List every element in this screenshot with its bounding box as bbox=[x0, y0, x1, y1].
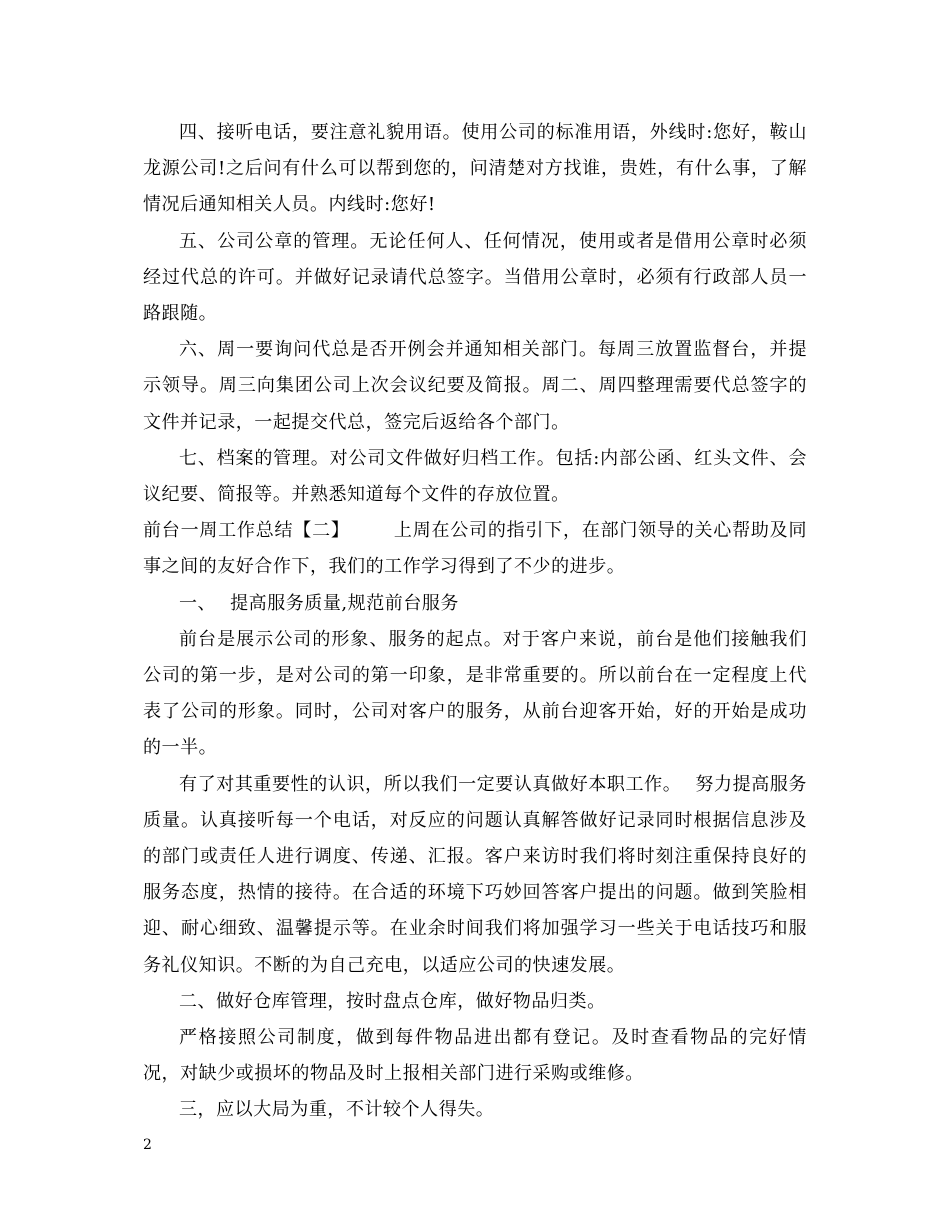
page-number: 2 bbox=[143, 1137, 152, 1153]
paragraph-4: 四、接听电话，要注意礼貌用语。使用公司的标准用语，外线时:您好，鞍山龙源公司!之后问有什么可以帮到您的，问清楚对方找谁，贵姓，有什么事，了解情况后通知相关人员。内线时:您好! bbox=[143, 122, 807, 216]
item-2-body: 严格接照公司制度，做到每件物品进出都有登记。及时查看物品的完好情况，对缺少或损坏的物品及时上报相关部门进行采购或维修。 bbox=[143, 1027, 807, 1085]
paragraph-6: 六、周一要询问代总是否开例会并通知相关部门。每周三放置监督台，并提示领导。周三向集团公司上次会议纪要及简报。周二、周四整理需要代总签字的文件并记录，一起提交代总，签完后返给各个部门。 bbox=[143, 339, 807, 433]
item-1-paragraph-2-part-2: 努力提高服务质量。认真接听每一个电话，对反应的问题认真解答做好记录同时根据信息涉及的部门或责任人进行调度、传递、汇报。客户来访时我们将时刻注重保持良好的服务态度，热情的接待。在合适的环境下巧妙回答客户提出的问题。做到笑脸相迎、耐心细致、温馨提示等。在业余时间我们将加强学习一些关于电话技巧和服务礼仪知识。不断的为自己充电，以适应公司的快速发展。 bbox=[143, 773, 807, 976]
section-intro: 上周在公司的指引下，在部门领导的关心帮助及同事之间的友好合作下，我们的工作学习得到了不少的进步。 bbox=[143, 520, 807, 578]
item-1-paragraph-1: 前台是展示公司的形象、服务的起点。对于客户来说，前台是他们接触我们公司的第一步，是对公司的第一印象，是非常重要的。所以前台在一定程度上代表了公司的形象。同时，公司对客户的服务，从前台迎客开始，好的开始是成功的一半。 bbox=[143, 628, 807, 759]
item-1-paragraph-2 bbox=[143, 767, 807, 984]
item-1-number: 一、 bbox=[179, 592, 217, 614]
section-heading: 前台一周工作总结【二】 bbox=[143, 520, 350, 542]
section-heading-paragraph bbox=[143, 513, 807, 585]
paragraph-5: 五、公司公章的管理。无论任何人、任何情况，使用或者是借用公章时必须经过代总的许可。并做好记录请代总签字。当借用公章时，必须有行政部人员一路跟随。 bbox=[143, 230, 807, 325]
item-1-heading bbox=[143, 586, 807, 622]
paragraph-7: 七、档案的管理。对公司文件做好归档工作。包括:内部公函、红头文件、会议纪要、简报等。并熟悉知道每个文件的存放位置。 bbox=[143, 447, 807, 506]
document-body bbox=[143, 115, 807, 1129]
item-1-title: 提高服务质量,规范前台服务 bbox=[230, 592, 459, 614]
item-3-heading: 三，应以大局为重，不计较个人得失。 bbox=[179, 1099, 495, 1121]
item-2-heading: 二、做好仓库管理，按时盘点仓库，做好物品归类。 bbox=[179, 990, 606, 1012]
item-1-paragraph-2-part-1: 有了对其重要性的认识，所以我们一定要认真做好本职工作。 bbox=[179, 773, 682, 795]
